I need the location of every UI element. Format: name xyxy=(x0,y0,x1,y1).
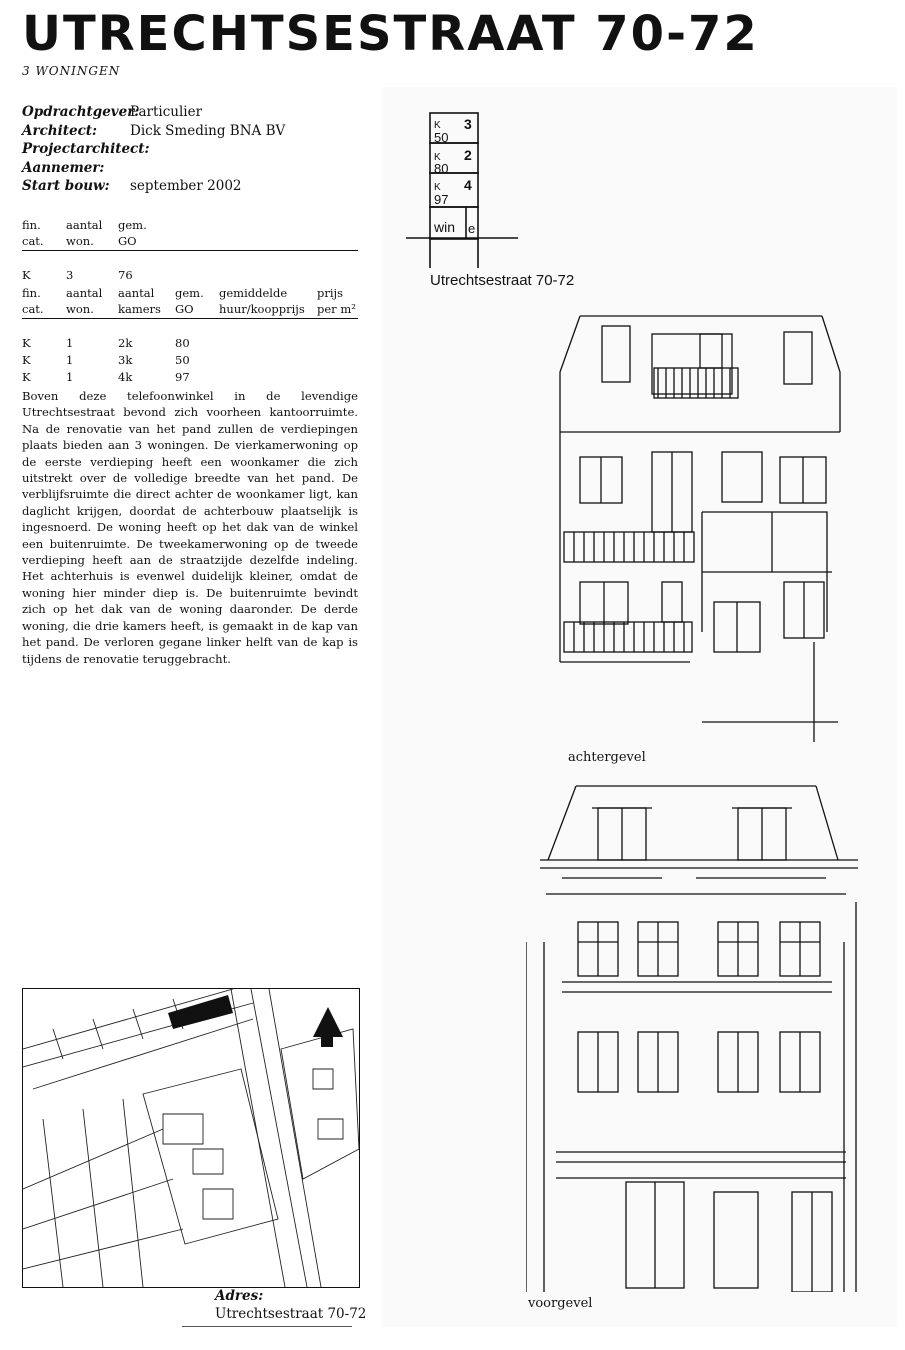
table-header: GO xyxy=(118,234,358,251)
table-cell: 80 xyxy=(175,336,190,350)
table-row xyxy=(22,336,358,353)
table-cell: 3 xyxy=(66,268,74,282)
description-text: Boven deze telefoonwinkel in de levendige Utrechtsestraat bevond zich voorheen kantoorruimte. Na de renovatie van het pand zullen de verdiepingen plaats bieden aan 3 woningen. De vierkamerwoning op de eerste verdieping heeft een woonkamer die zich uitstrekt over de volledige breedte van het pand. De verblijfsruimte die direct achter de woonkamer ligt, kan daglicht krijgen, doordat de achterbouw plaatselijk is ingesnoerd. De woning heeft op het dak van de winkel een buitenruimte. De tweekamerwoning op de tweede verdieping heeft aan de straatzijde dezelfde indeling. Het achterhuis is evenwel duidelijk kleiner, omdat de woning hier minder diep is. De buitenruimte bevindt zich op het dak van de woning daaronder. De derde woning, die drie kamers heeft, is gemaakt in de kap van het pand. De verloren gegane linker helft van de kap is tijdens de renovatie teruggebracht. xyxy=(22,389,358,666)
page-subtitle: 3 WONINGEN xyxy=(22,64,121,78)
table-cell: 76 xyxy=(118,268,133,282)
meta-row-start xyxy=(22,177,362,196)
meta-value: Particulier xyxy=(130,104,203,120)
table-cell: K xyxy=(22,268,31,282)
floor-area: 97 xyxy=(434,192,449,207)
table-cell xyxy=(219,353,317,370)
meta-row-architect xyxy=(22,122,362,141)
north-arrow-icon xyxy=(313,1007,343,1047)
table-cell: 2k xyxy=(118,336,133,350)
table-header: aantal xyxy=(66,218,103,232)
table-cell xyxy=(317,370,358,387)
table-header: fin. xyxy=(22,286,41,300)
project-location-block xyxy=(168,995,233,1029)
floor-rooms: 4 xyxy=(464,177,472,193)
table-header: aantal xyxy=(118,286,155,300)
table-header: kamers xyxy=(118,302,175,319)
table-header-row xyxy=(22,286,358,302)
meta-value xyxy=(130,140,362,159)
table-cell: 1 xyxy=(66,370,74,384)
table-row xyxy=(22,353,358,370)
units-table xyxy=(22,286,358,387)
table-cell: 1 xyxy=(66,336,74,350)
table-row xyxy=(22,370,358,387)
table-cell: K xyxy=(22,370,31,384)
meta-row-client xyxy=(22,103,362,122)
table-header-row xyxy=(22,234,358,251)
rear-elevation-caption: achtergevel xyxy=(568,750,646,765)
meta-value: Dick Smeding BNA BV xyxy=(130,122,286,139)
rear-elevation-drawing xyxy=(552,312,842,742)
meta-label: Aannemer: xyxy=(22,159,105,176)
table-header: aantal xyxy=(66,286,103,300)
table-cell: 50 xyxy=(175,353,190,367)
table-cell xyxy=(317,336,358,353)
section-diagram xyxy=(400,110,620,290)
diagram-caption: Utrechtsestraat 70-72 xyxy=(430,272,575,289)
floor-area: 50 xyxy=(434,130,449,145)
meta-label: Start bouw: xyxy=(22,178,110,194)
site-map xyxy=(22,988,360,1288)
floor-cat: K xyxy=(434,152,441,163)
table-cell: K xyxy=(22,336,31,350)
ground-floor-shop: win xyxy=(434,219,456,235)
table-cell: K xyxy=(22,353,31,367)
table-cell xyxy=(219,336,317,353)
table-row xyxy=(22,268,358,285)
floor-cat: K xyxy=(434,182,441,193)
meta-label: Projectarchitect: xyxy=(22,141,150,157)
address-value: Utrechtsestraat 70-72 xyxy=(215,1306,367,1322)
address-label: Adres: xyxy=(215,1288,264,1304)
table-header: gem. xyxy=(175,286,204,300)
meta-label: Opdrachtgever: xyxy=(22,104,140,120)
table-header-row xyxy=(22,218,358,234)
table-header: huur/koopprijs xyxy=(219,302,317,319)
meta-label: Architect: xyxy=(22,122,98,139)
project-meta xyxy=(22,103,362,196)
floor-cat: K xyxy=(434,120,441,131)
table-header: cat. xyxy=(22,234,66,251)
ground-floor-entrance: e xyxy=(468,221,476,236)
table-cell xyxy=(317,353,358,370)
meta-row-project-architect xyxy=(22,140,362,159)
meta-row-contractor xyxy=(22,159,362,178)
table-header: cat. xyxy=(22,302,66,319)
meta-value: september 2002 xyxy=(130,178,242,194)
front-elevation-caption: voorgevel xyxy=(528,1296,593,1311)
floor-rooms: 2 xyxy=(464,147,472,163)
table-cell: 4k xyxy=(118,370,133,384)
table-cell xyxy=(219,370,317,387)
table-header: won. xyxy=(66,234,118,251)
floor-rooms: 3 xyxy=(464,116,472,132)
floor-area: 80 xyxy=(434,161,449,176)
table-header: per m² xyxy=(317,302,358,319)
table-cell: 3k xyxy=(118,353,133,367)
table-header: fin. xyxy=(22,218,41,232)
table-header: won. xyxy=(66,302,118,319)
table-header: prijs xyxy=(317,286,344,300)
site-map-drawing xyxy=(23,989,359,1287)
table-header: gemiddelde xyxy=(219,286,288,300)
table-header: GO xyxy=(175,302,219,319)
meta-value xyxy=(130,159,362,178)
table-cell: 1 xyxy=(66,353,74,367)
page-title: UTRECHTSESTRAAT 70-72 xyxy=(22,6,759,62)
table-header-row xyxy=(22,302,358,319)
divider xyxy=(182,1326,352,1327)
table-cell: 97 xyxy=(175,370,190,384)
table-header: gem. xyxy=(118,218,147,232)
summary-table xyxy=(22,218,358,285)
front-elevation-drawing xyxy=(526,782,876,1292)
